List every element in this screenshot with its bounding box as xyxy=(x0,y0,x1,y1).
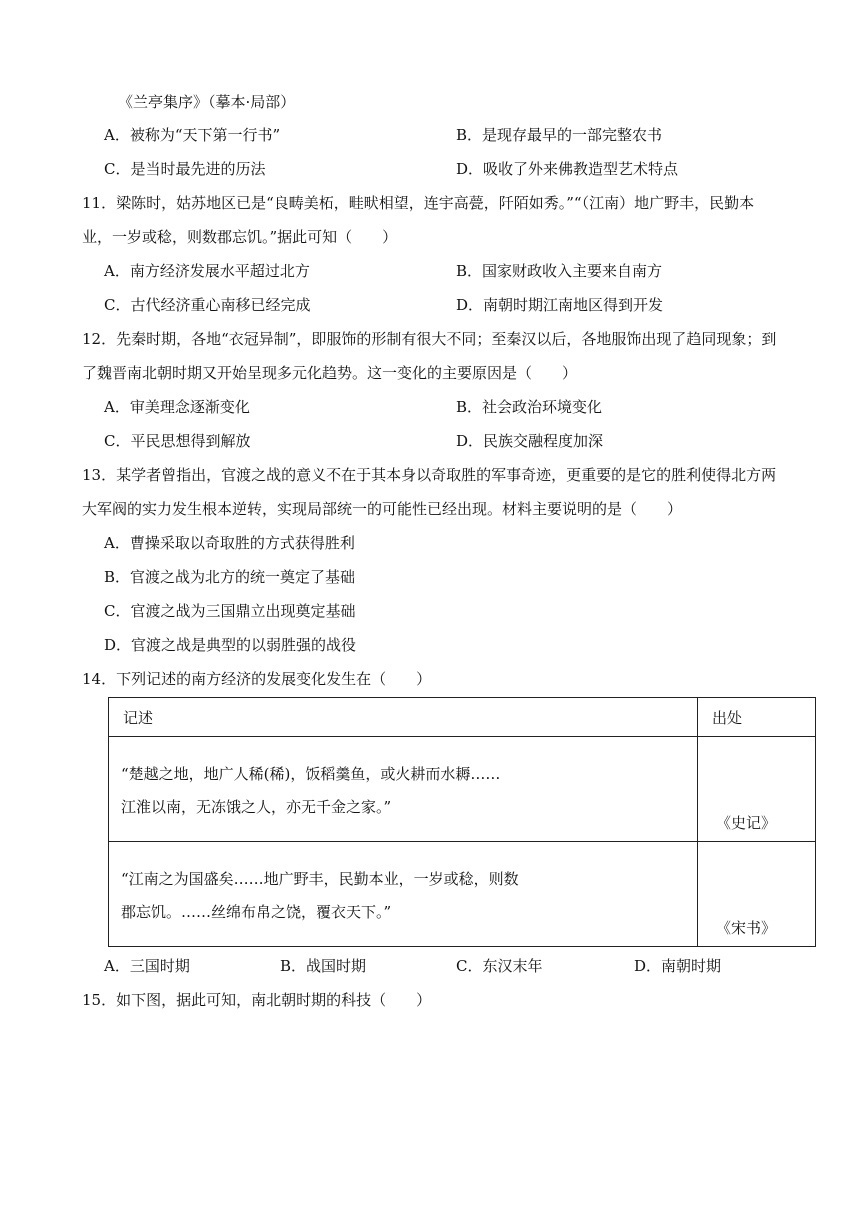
q10-option-a[interactable]: A．被称为“天下第一行书” xyxy=(104,126,281,144)
q14-option-c[interactable]: C．东汉末年 xyxy=(456,957,543,975)
table-header-source: 出处 xyxy=(698,698,816,737)
q12-option-a[interactable]: A．审美理念逐渐变化 xyxy=(104,398,250,416)
table-header-row xyxy=(109,698,816,737)
table-cell-source xyxy=(698,842,816,947)
table-cell-record xyxy=(109,842,698,947)
record-line: “江南之为国盛矣……地广野丰，民勤本业，一岁或稔，则数 xyxy=(121,870,519,888)
q11-option-d[interactable]: D．南朝时期江南地区得到开发 xyxy=(456,296,664,314)
q13-stem-line1: 13．某学者曾指出，官渡之战的意义不在于其本身以奇取胜的军事奇迹，更重要的是它的胜利使得北方两 xyxy=(82,466,777,484)
table-row xyxy=(109,842,816,947)
table-row xyxy=(109,737,816,842)
q12-stem-line1: 12．先秦时期，各地“衣冠异制”，即服饰的形制有很大不同；至秦汉以后，各地服饰出现了趋同现象；到 xyxy=(82,330,777,348)
q13-option-a[interactable]: A．曹操采取以奇取胜的方式获得胜利 xyxy=(104,534,355,552)
q14-option-d[interactable]: D．南朝时期 xyxy=(634,957,722,975)
q12-option-c[interactable]: C．平民思想得到解放 xyxy=(104,432,251,450)
q11-stem-line2: 业，一岁或稔，则数郡忘饥。”据此可知（ ） xyxy=(82,228,398,246)
source-label: 《宋书》 xyxy=(716,919,777,937)
source-label: 《史记》 xyxy=(716,814,777,832)
q11-option-b[interactable]: B．国家财政收入主要来自南方 xyxy=(456,262,663,280)
q10-option-d[interactable]: D．吸收了外来佛教造型艺术特点 xyxy=(456,160,679,178)
q12-option-d[interactable]: D．民族交融程度加深 xyxy=(456,432,604,450)
table-header-record: 记述 xyxy=(109,698,698,737)
q11-option-a[interactable]: A．南方经济发展水平超过北方 xyxy=(104,262,310,280)
q14-record-table xyxy=(108,697,816,947)
q11-stem-line1: 11．梁陈时，姑苏地区已是“良畴美柘，畦畎相望，连宇高甍，阡陌如秀。”“（江南）地广野丰，民勤本 xyxy=(82,194,755,212)
q14-option-a[interactable]: A．三国时期 xyxy=(104,957,190,975)
q14-option-b[interactable]: B．战国时期 xyxy=(280,957,367,975)
q12-stem-line2: 了魏晋南北朝时期又开始呈现多元化趋势。这一变化的主要原因是（ ） xyxy=(82,364,578,382)
q15-stem: 15．如下图，据此可知，南北朝时期的科技（ ） xyxy=(82,991,432,1009)
image-caption: 《兰亭集序》（摹本·局部） xyxy=(118,93,296,111)
record-line: “楚越之地，地广人稀(稀)，饭稻羹鱼，或火耕而水耨…… xyxy=(121,765,501,783)
table-cell-record xyxy=(109,737,698,842)
q13-option-c[interactable]: C．官渡之战为三国鼎立出现奠定基础 xyxy=(104,602,356,620)
q13-option-b[interactable]: B．官渡之战为北方的统一奠定了基础 xyxy=(104,568,356,586)
table-cell-source xyxy=(698,737,816,842)
q11-option-c[interactable]: C．古代经济重心南移已经完成 xyxy=(104,296,311,314)
q13-option-d[interactable]: D．官渡之战是典型的以弱胜强的战役 xyxy=(104,636,357,654)
q12-option-b[interactable]: B．社会政治环境变化 xyxy=(456,398,603,416)
q14-stem: 14．下列记述的南方经济的发展变化发生在（ ） xyxy=(82,670,432,688)
q10-option-b[interactable]: B．是现存最早的一部完整农书 xyxy=(456,126,663,144)
record-line: 江淮以南，无冻饿之人，亦无千金之家。” xyxy=(121,798,392,816)
record-line: 郡忘饥。……丝绵布帛之饶，覆衣天下。” xyxy=(121,903,392,921)
q10-option-c[interactable]: C．是当时最先进的历法 xyxy=(104,160,266,178)
q13-stem-line2: 大军阀的实力发生根本逆转，实现局部统一的可能性已经出现。材料主要说明的是（ ） xyxy=(82,500,683,518)
